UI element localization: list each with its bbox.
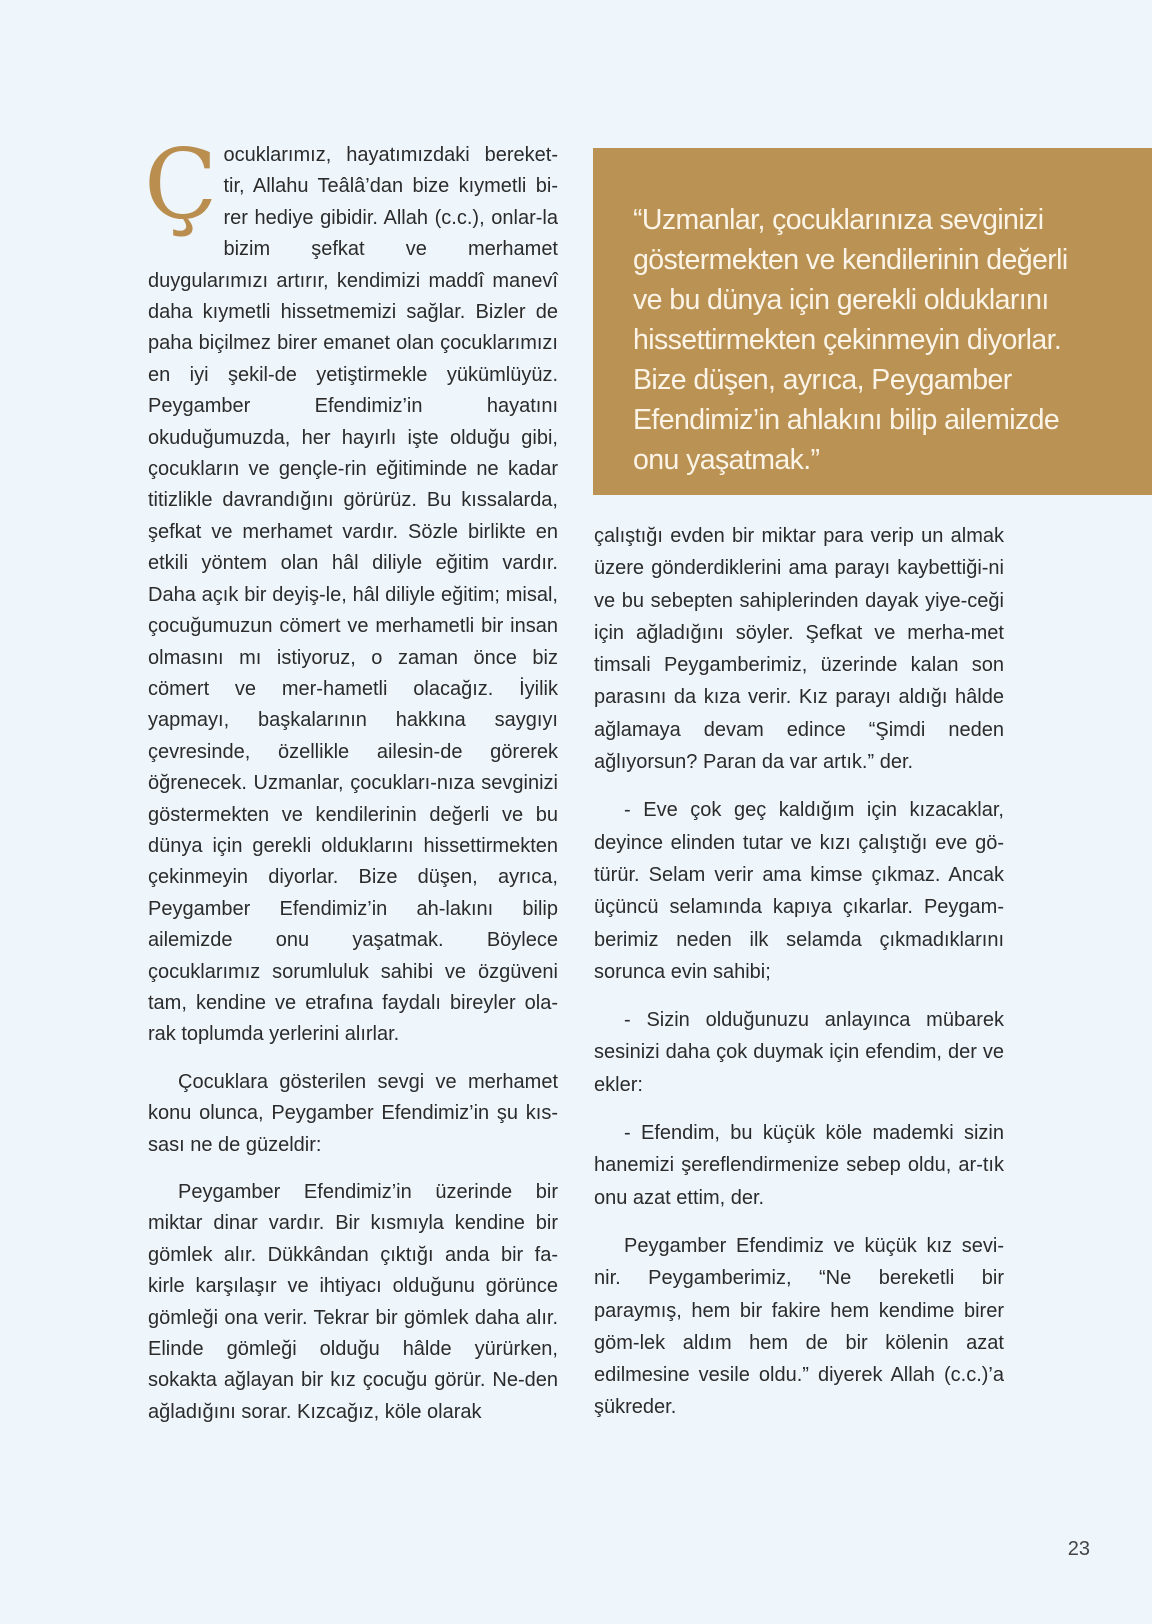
intro-paragraph-text: ocuklarımız, hayatımızdaki bereket-tir, Allahu Teâlâ’dan bize kıymetli bi-rer hediye gibidir. Allah (c.c.), onlar-la bizim şefkat ve merhamet duygularımızı artırır, kendimizi maddî manevî daha kıymetli hissetmemizi sağlar. Bizler de paha biçilmez birer emanet olan çocuklarımızı en iyi şekil-de yetiştirmekle yükümlüyüz. Peygamber Efendimiz’in hayatını okuduğumuzda, her hayırlı işte olduğu gibi, çocukların ve gençle-rin eğitiminde ne kadar titizlikle davrandığını görürüz. Bu kıssalarda, şefkat ve merhamet vardır. Sözle birlikte en etkili yöntem olan hâl diliyle eğitim vardır. Daha açık bir deyiş-le, hâl diliyle eğitim; misal, çocuğumuzun cömert ve merhametli bir insan olmasını mı istiyoruz, o zaman önce biz cömert ve mer-hametli olacağız. İyilik yapmayı, başkalarının hakkına saygıyı çevresinde, özellikle ailesin-de görerek öğrenecek. Uzmanlar, çocukları-nıza sevginizi göstermekten ve kendilerinin değerli ve bu dünya için gerekli olduklarını hissettirmekten çekinmeyin diyorlar. Bize düşen, ayrıca, Peygamber Efendimiz’in ah-lakını bilip ailemizde onu yaşatmak. Böylece çocuklarımız sorumluluk sahibi ve özgüveni tam, kendine ve etrafına faydalı bireyler ola-rak toplumda yerlerini alırlar. [148, 144, 558, 1046]
paragraph-story-intro: Çocuklara gösterilen sevgi ve merhamet konu olunca, Peygamber Efendimiz’in şu kıs-sası ne de güzeldir: [148, 1070, 558, 1156]
paragraph-dialogue-1: - Eve çok geç kaldığım için kızacaklar, deyince elinden tutar ve kızı çalıştığı eve gö-türür. Selam verir ama kimse çıkmaz. Ancak üçüncü selamında kapıya çıkarlar. Peygam-berimiz neden ilk selamda çıkmadıklarını sorunca evin sahibi; [594, 799, 1004, 983]
left-column [144, 129, 558, 1428]
pull-quote-text: “Uzmanlar, çocuklarınıza sevginizi göstermekten ve kendilerinin değerli ve bu dünya için gerekli olduklarını hissettirmekten çekinmeyin diyorlar. Bize düşen, ayrıca, Peygamber Efendimiz’in ahlakını bilip ailemizde onu yaşatmak.” [633, 204, 1068, 476]
paragraph-dialogue-2: - Sizin olduğunuzu anlayınca mübarek sesinizi daha çok duymak için efendim, der ve ekler: [594, 1009, 1004, 1096]
right-column [594, 520, 1004, 1424]
intro-paragraph [144, 129, 558, 1051]
pull-quote-box [593, 148, 1152, 495]
paragraph-conclusion: Peygamber Efendimiz ve küçük kız sevi-nir. Peygamberimiz, “Ne bereketli bir paraymış, hem bir fakire hem kendime birer göm-lek aldım hem de bir kölenin azat edilmesine vesile oldu.” diyerek Allah (c.c.)’a şükreder. [594, 1234, 1004, 1419]
paragraph-dialogue-3: - Efendim, bu küçük köle mademki sizin hanemizi şereflendirmenize sebep oldu, ar-tık onu azat ettim, der. [594, 1122, 1004, 1209]
page-number: 23 [1067, 1538, 1090, 1560]
paragraph-story-start: Peygamber Efendimiz’in üzerinde bir miktar dinar vardır. Bir kısmıyla kendine bir gömlek alır. Dükkândan çıktığı anda bir fa-kirle karşılaşır ve ihtiyacı olduğunu görünce gömleği ona verir. Tekrar bir gömlek daha alır. Elinde gömleği olduğu hâlde yürürken, sokakta ağlayan bir kız çocuğu görür. Ne-den ağladığını sorar. Kızcağız, köle olarak [148, 1181, 558, 1423]
dropcap-letter: Ç [144, 129, 218, 241]
paragraph-story-continued: çalıştığı evden bir miktar para verip un almak üzere gönderdiklerini ama parayı kaybettiği-ni ve bu sebepten sahiplerinden dayak yiye-ceği için ağladığını söyler. Şefkat ve merha-met timsali Peygamberimiz, üzerinde kalan son parasını da kıza verir. Kız parayı aldığı hâlde ağlamaya devam edince “Şimdi neden ağlıyorsun? Paran da var artık.” der. [594, 525, 1004, 774]
